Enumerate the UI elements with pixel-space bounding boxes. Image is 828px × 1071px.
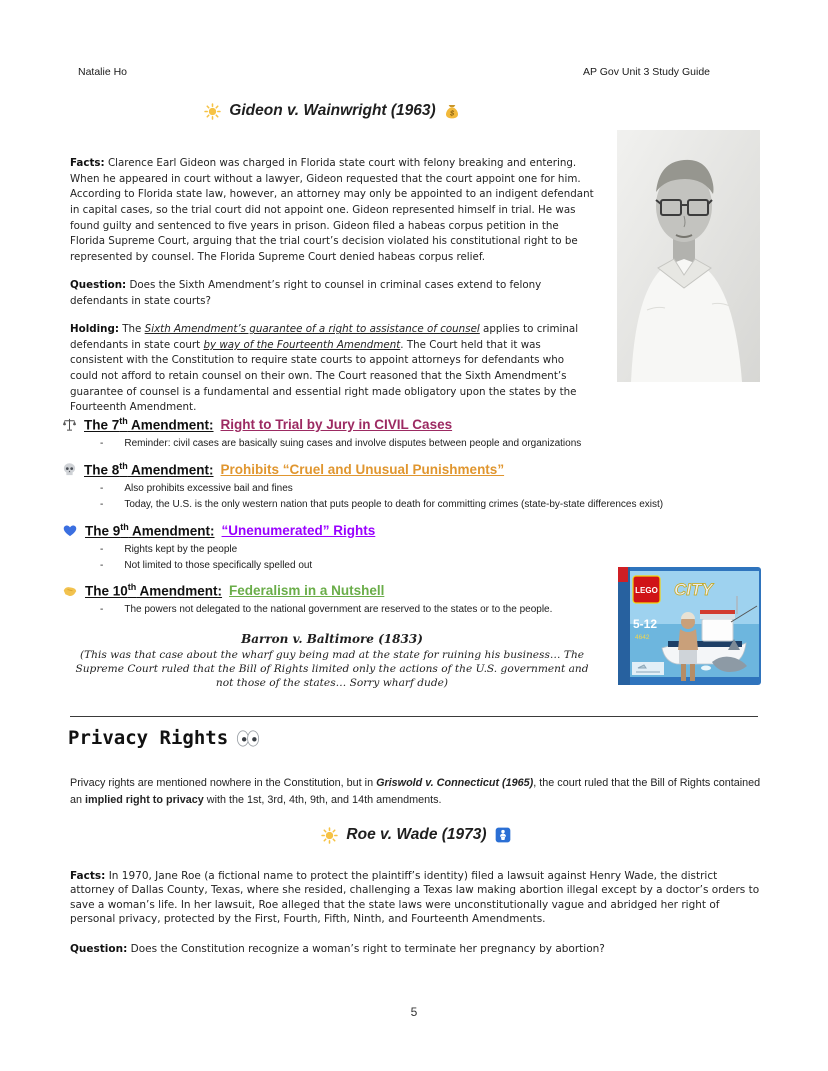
gideon-portrait-photo <box>617 130 760 382</box>
amendment-title <box>85 582 222 599</box>
amendment-7-heading <box>62 416 762 433</box>
baby-symbol-icon <box>495 827 511 843</box>
bullet-dash: - <box>100 559 104 571</box>
facts-text: In 1970, Jane Roe (a fictional name to protect the plaintiff’s identity) filed a lawsuit against Henry Wade, the district attorney of Dallas County, Texas, where she resided, challenging a Texas law making abortion illegal except by a doctor’s orders to save a woman’s life. In her lawsuit, Roe alleged that the state laws were unconstitutionally vague and abridged her right of personal privacy, protected by the First, Fourth, Fifth, Ninth, and Fourteenth Amendments. <box>70 869 760 926</box>
amendment-title-text: The 8 <box>84 462 120 478</box>
amendment-subtitle: Right to Trial by Jury in CIVIL Cases <box>220 416 453 432</box>
implied-right-phrase: implied right to privacy <box>85 793 204 806</box>
facts-text: Clarence Earl Gideon was charged in Florida state court with felony breaking and entering. When he appeared in court without a lawyer, Gideon requested that the court appoint one for him. According to Florida state law, however, an attorney may only be appointed to an indigent defendant in capital cases, so the trial court did not appoint one. Gideon represented himself in trial. He was found guilty and sentenced to five years in prison. Gideon filed a habeas corpus petition in the Florida Supreme Court, arguing that the trial court’s decision violated his constitutional right to be represented by counsel. The Florida Supreme Court denied habeas corpus relief. <box>70 157 594 263</box>
amendment-title-text: The 10 <box>85 583 128 599</box>
bullet-dash: - <box>100 543 104 555</box>
holding-text: . The Court held that it was consistent with the Constitution to require state courts to appoint attorneys for defendants who could not afford to retain counsel on their own. The Court reasoned that the Sixth Amendment’s guarantee of counsel is a fundamental and essential right made obligatory upon the states by the Fourteenth Amendment. <box>70 338 577 414</box>
header-author: Natalie Ho <box>78 66 128 78</box>
amendment-subtitle: Federalism in a Nutshell <box>229 582 385 598</box>
section-divider <box>70 716 758 717</box>
holding-underlined-1: Sixth Amendment’s guarantee of a right to assistance of counsel <box>144 323 480 336</box>
skull-icon <box>62 462 77 477</box>
handshake-icon <box>62 583 78 598</box>
bullet-text: Not limited to those specifically spelled out <box>124 559 313 571</box>
header-doc-title: AP Gov Unit 3 Study Guide <box>582 66 710 78</box>
amendment-title-text: Amendment: <box>128 523 215 539</box>
case-title-text: Gideon v. Wainwright (1963) <box>229 102 436 119</box>
bullet-item <box>100 543 762 557</box>
bullet-item <box>100 482 762 496</box>
gideon-holding-paragraph <box>70 322 594 416</box>
amendment-title <box>85 522 215 539</box>
bullet-item <box>100 498 762 512</box>
eyes-icon <box>236 730 260 747</box>
holding-label: Holding: <box>70 323 119 336</box>
barron-case-text: (This was that case about the wharf guy being mad at the state for ruining his business… The Supreme Court ruled that the Bill of Rights limited only the actions of the U.S. government and not those of the states… Sorry wharf dude) <box>75 649 589 689</box>
bullet-text: The powers not delegated to the national government are reserved to the states or to the people. <box>124 603 553 615</box>
question-text: Does the Constitution recognize a woman’s right to terminate her pregnancy by abortion? <box>130 942 605 955</box>
amendment-7-section <box>62 416 762 453</box>
roe-case-title <box>70 826 762 844</box>
barron-case-title: Barron v. Baltimore (1833) <box>241 632 423 646</box>
amendment-9-heading <box>62 522 762 539</box>
svg-text:LEGO: LEGO <box>635 586 658 595</box>
amendment-title-text: Amendment: <box>127 417 214 433</box>
amendment-8-heading <box>62 461 762 478</box>
bullet-item <box>100 437 762 451</box>
privacy-text: with the 1st, 3rd, 4th, 9th, and 14th amendments. <box>203 793 442 806</box>
amendment-title-text: The 9 <box>85 523 121 539</box>
amendment-8-section <box>62 461 762 514</box>
bullet-dash: - <box>100 603 104 615</box>
facts-label: Facts: <box>70 869 106 882</box>
amendment-title-text: The 7 <box>84 417 120 433</box>
ordinal-suffix: th <box>127 582 137 592</box>
amendment-subtitle: Prohibits “Cruel and Unusual Punishments” <box>220 461 505 477</box>
amendment-subtitle: “Unenumerated” Rights <box>221 522 376 538</box>
amendment-8-bullets <box>100 482 762 512</box>
svg-text:CITY: CITY <box>674 580 713 599</box>
privacy-paragraph <box>70 775 762 809</box>
privacy-text: Privacy rights are mentioned nowhere in the Constitution, but in <box>70 776 377 789</box>
ordinal-suffix: th <box>119 416 128 426</box>
roe-facts-paragraph <box>70 869 762 927</box>
bullet-text: Today, the U.S. is the only western nation that puts people to death for committing crimes (state-by-state differences exist) <box>124 498 664 510</box>
page-header <box>78 66 710 78</box>
roe-question-paragraph <box>70 942 762 957</box>
gideon-case-title <box>70 102 594 120</box>
question-label: Question: <box>70 279 127 292</box>
bullet-dash: - <box>100 482 104 494</box>
privacy-rights-title-text: Privacy Rights <box>68 727 229 749</box>
bullet-text: Rights kept by the people <box>124 543 238 555</box>
scales-icon <box>62 417 77 432</box>
blue-heart-icon <box>62 523 78 538</box>
holding-text: The <box>122 323 145 336</box>
money-bag-icon <box>444 103 460 119</box>
amendment-title <box>84 461 214 478</box>
gideon-question-paragraph <box>70 278 594 309</box>
holding-underlined-2: by way of the Fourteenth Amendment <box>203 338 401 351</box>
page-number: 5 <box>410 1005 418 1019</box>
privacy-rights-heading <box>68 727 260 749</box>
ordinal-suffix: th <box>119 461 128 471</box>
bullet-text: Reminder: civil cases are basically suing cases and involve disputes between people and organizations <box>124 437 582 449</box>
bullet-text: Also prohibits excessive bail and fines <box>124 482 293 494</box>
holding-text: applies to criminal defendants in state court <box>70 323 579 351</box>
amendment-title-text: Amendment: <box>127 462 214 478</box>
gideon-facts-paragraph <box>70 156 594 265</box>
case-title-text: Roe v. Wade (1973) <box>346 826 487 843</box>
question-label: Question: <box>70 942 128 955</box>
sun-icon <box>204 103 221 120</box>
svg-text:5-12: 5-12 <box>633 617 658 631</box>
amendment-title-text: Amendment: <box>136 583 223 599</box>
svg-text:4642: 4642 <box>635 634 650 641</box>
question-text: Does the Sixth Amendment’s right to counsel in criminal cases extend to felony defendants in state courts? <box>70 279 542 307</box>
facts-label: Facts: <box>70 157 105 170</box>
barron-case-note <box>70 632 594 690</box>
ordinal-suffix: th <box>120 522 129 532</box>
bullet-dash: - <box>100 498 104 510</box>
amendment-title <box>84 416 214 433</box>
privacy-text: , the court ruled that the Bill of Rights contained an <box>70 776 761 806</box>
bullet-dash: - <box>100 437 104 449</box>
lego-city-box-image <box>616 562 763 689</box>
amendment-7-bullets <box>100 437 762 451</box>
svg-text:$: $ <box>449 108 454 118</box>
sun-icon <box>321 827 338 844</box>
griswold-case-name: Griswold v. Connecticut (1965) <box>376 776 534 789</box>
